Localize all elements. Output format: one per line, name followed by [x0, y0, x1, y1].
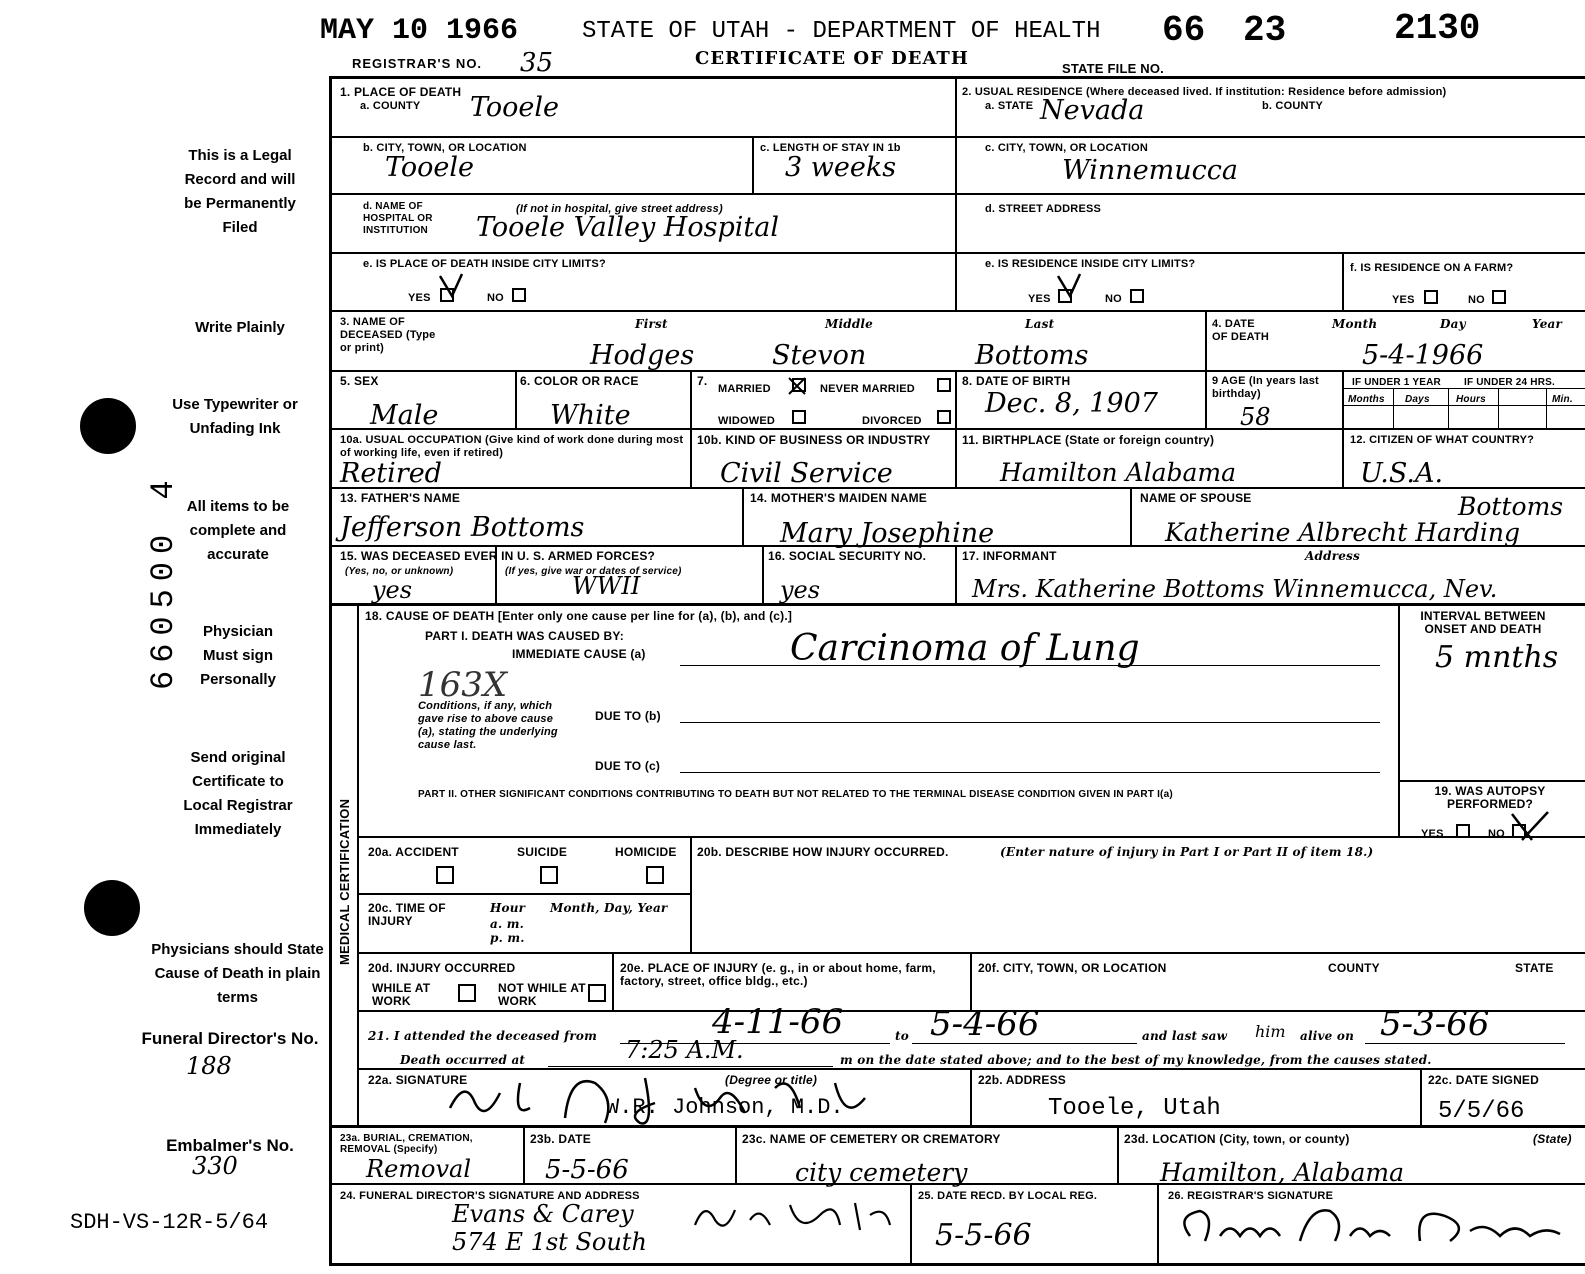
rule: [332, 252, 1585, 254]
label-1a: a. COUNTY: [360, 100, 421, 112]
embalmer-label: Embalmer's No.: [166, 1136, 294, 1155]
form-code: SDH-VS-12R-5/64: [70, 1210, 269, 1235]
rule: [680, 722, 1380, 723]
rule: [970, 952, 972, 1010]
rule: [332, 428, 1585, 430]
label-4: 4. DATE OF DEATH: [1212, 318, 1270, 343]
label-18: 18. CAUSE OF DEATH [Enter only one cause per line for (a), (b), and (c).]: [365, 609, 793, 623]
side-note-send: Send original Certificate to Local Registrar Immediately: [183, 749, 293, 838]
physician-name: W.R. Johnson, M.D.: [606, 1095, 844, 1120]
no-label: NO: [1488, 828, 1505, 840]
label-19: 19. WAS AUTOPSY PERFORMED?: [1434, 784, 1546, 811]
part-2-label: PART II. OTHER SIGNIFICANT CONDITIONS CONTRIBUTING TO DEATH BUT NOT RELATED TO THE TERMINAL DISEASE CONDITION GIVEN IN PART I(a): [418, 789, 1173, 800]
registrar-signature: [1170, 1196, 1570, 1256]
label-15a: (Yes, no, or unknown): [345, 566, 454, 577]
label-22c: 22c. DATE SIGNED: [1428, 1073, 1540, 1087]
medical-certification-label: MEDICAL CERTIFICATION: [337, 798, 352, 965]
hour-label: Hour: [490, 901, 526, 915]
rule: [1205, 310, 1207, 428]
label-2b: b. COUNTY: [1262, 100, 1324, 112]
rule: [1400, 780, 1585, 782]
date-of-birth: Dec. 8, 1907: [985, 388, 1158, 419]
certificate-title: CERTIFICATE OF DEATH: [695, 48, 969, 69]
label-2c: c. CITY, TOWN, OR LOCATION: [985, 142, 1149, 154]
header-number-1: 66: [1162, 10, 1206, 51]
label-10b: 10b. KIND OF BUSINESS OR INDUSTRY: [697, 433, 931, 447]
side-note-cause: Physicians should State Cause of Death in plain terms: [151, 941, 324, 1006]
funeral-director-no: 188: [186, 1052, 232, 1080]
rule: [332, 136, 1585, 138]
rule: [1498, 388, 1499, 428]
conditions-note: Conditions, if any, which gave rise to above cause (a), stating the underlying cause last.: [418, 700, 558, 751]
rule: [1448, 388, 1449, 428]
yes-label: YES: [1421, 828, 1444, 840]
disposition-date: 5-5-66: [545, 1155, 629, 1185]
label-15b: (If yes, give war or dates of service): [505, 566, 682, 577]
accident-checkbox[interactable]: [436, 866, 454, 884]
interval-label: INTERVAL BETWEEN ONSET AND DEATH: [1420, 609, 1546, 636]
rule: [955, 79, 957, 310]
immediate-cause-label: IMMEDIATE CAUSE (a): [512, 647, 646, 661]
rule: [735, 1128, 737, 1183]
pm-label: p. m.: [490, 931, 525, 945]
label-14: 14. MOTHER'S MAIDEN NAME: [750, 491, 928, 505]
state-paren-label: (State): [1533, 1132, 1572, 1146]
rule: [955, 370, 957, 487]
last-saw-label: and last saw: [1142, 1029, 1228, 1043]
to-label: to: [895, 1029, 909, 1043]
header-number-2: 23: [1243, 10, 1287, 51]
farm-yes-checkbox[interactable]: [1424, 290, 1438, 304]
industry: Civil Service: [720, 458, 893, 489]
father-name: Jefferson Bottoms: [340, 512, 585, 543]
label-9: 9 AGE (In years last birthday): [1212, 375, 1319, 400]
divorced-checkbox[interactable]: [937, 410, 951, 424]
yes-label: YES: [1028, 293, 1051, 305]
label-20b: 20b. DESCRIBE HOW INJURY OCCURRED.: [697, 845, 949, 859]
label-1c: c. LENGTH OF STAY IN 1b: [760, 142, 901, 154]
funeral-home: Evans & Carey: [452, 1200, 634, 1228]
hospital-name: Tooele Valley Hospital: [476, 212, 779, 243]
side-note-ink: Use Typewriter or Unfading Ink: [172, 396, 298, 437]
occupation: Retired: [340, 458, 442, 489]
widowed-label: WIDOWED: [718, 415, 776, 427]
label-8: 8. DATE OF BIRTH: [962, 374, 1071, 388]
am-label: a. m.: [490, 917, 525, 931]
label-year: Year: [1532, 317, 1563, 331]
not-while-at-work-checkbox[interactable]: [588, 984, 606, 1002]
rule: [1342, 370, 1344, 428]
no-label: NO: [1468, 294, 1485, 306]
label-16: 16. SOCIAL SECURITY NO.: [768, 549, 927, 563]
check-mark-icon: [1508, 808, 1552, 844]
rule: [515, 370, 517, 428]
rule: [1130, 487, 1132, 545]
embalmer-no: 330: [192, 1152, 238, 1180]
label-20b-note: (Enter nature of injury in Part I or Part II of item 18.): [1000, 845, 1374, 859]
label-7: 7.: [697, 374, 708, 388]
rule: [742, 487, 744, 545]
rule: [1393, 388, 1394, 428]
label-1d-note: (If not in hospital, give street address): [516, 203, 723, 215]
due-to-c-label: DUE TO (c): [595, 759, 661, 773]
disease-code: 163X: [418, 665, 508, 705]
stamp-date: MAY 10 1966: [320, 14, 519, 48]
war-service: WWII: [572, 572, 641, 600]
side-note-complete: All items to be complete and accurate: [186, 498, 290, 563]
side-note-physician: Physician Must sign Personally: [200, 623, 276, 688]
burial-location: Hamilton, Alabama: [1160, 1158, 1404, 1187]
rule: [1117, 1128, 1119, 1183]
date-signed: 5/5/66: [1438, 1098, 1525, 1125]
punch-hole-top: [80, 398, 136, 454]
widowed-checkbox[interactable]: [792, 410, 806, 424]
disposition: Removal: [366, 1155, 472, 1183]
married-label: MARRIED: [718, 383, 771, 395]
suicide-checkbox[interactable]: [540, 866, 558, 884]
label-24: 24. FUNERAL DIRECTOR'S SIGNATURE AND ADDRESS: [340, 1190, 640, 1202]
first-name: Hodges: [590, 340, 695, 371]
label-5: 5. SEX: [340, 374, 379, 388]
physician-address: Tooele, Utah: [1048, 1095, 1221, 1122]
label-1d: d. NAME OF HOSPITAL OR INSTITUTION: [363, 201, 433, 236]
attended-to: 5-4-66: [930, 1004, 1040, 1044]
age: 58: [1240, 403, 1271, 431]
state-file-label: STATE FILE NO.: [1062, 61, 1164, 76]
vertical-record-number: 660500 4: [145, 472, 182, 690]
rule: [357, 603, 359, 1125]
last-name: Bottoms: [975, 340, 1089, 371]
county-label: COUNTY: [1328, 961, 1380, 975]
label-address: Address: [1305, 549, 1360, 563]
label-22b: 22b. ADDRESS: [978, 1073, 1066, 1087]
rule: [1342, 252, 1344, 310]
suicide-label: SUICIDE: [517, 845, 568, 859]
under-24-hrs-label: IF UNDER 24 HRS.: [1464, 377, 1555, 388]
rule: [690, 836, 692, 952]
residence-state: Nevada: [1040, 95, 1145, 126]
label-1: 1. PLACE OF DEATH: [340, 85, 462, 99]
registrar-no-label: REGISTRAR'S NO.: [352, 56, 483, 71]
rule: [1342, 428, 1344, 487]
place-in-city-no-checkbox[interactable]: [512, 288, 526, 302]
farm-no-checkbox[interactable]: [1492, 290, 1506, 304]
label-22a: 22a. SIGNATURE: [368, 1073, 468, 1087]
label-2e: e. IS RESIDENCE INSIDE CITY LIMITS?: [985, 258, 1196, 270]
side-note-plain: Write Plainly: [195, 319, 285, 336]
label-20d: 20d. INJURY OCCURRED: [368, 961, 516, 975]
side-note-legal: This is a Legal Record and will be Permanently Filed: [184, 147, 296, 236]
label-25: 25. DATE RECD. BY LOCAL REG.: [918, 1190, 1098, 1202]
no-label: NO: [487, 292, 504, 304]
rule: [680, 772, 1380, 773]
stated-label: m on the date stated above; and to the best of my knowledge, from the causes stated.: [840, 1053, 1432, 1067]
rule: [970, 1068, 972, 1125]
date-received: 5-5-66: [935, 1218, 1032, 1253]
social-security: yes: [780, 576, 821, 604]
label-spouse: NAME OF SPOUSE: [1140, 491, 1252, 505]
check-mark-icon: [436, 272, 466, 302]
middle-name: Stevon: [772, 340, 867, 371]
alive-on-label: alive on: [1300, 1029, 1355, 1043]
punch-hole-bottom: [84, 880, 140, 936]
mother-name: Mary Josephine: [780, 518, 995, 549]
label-15: 15. WAS DECEASED EVER IN U. S. ARMED FORCES?: [340, 549, 656, 563]
place-city: Tooele: [385, 152, 475, 183]
homicide-label: HOMICIDE: [615, 845, 677, 859]
not-while-at-work-label: NOT WHILE AT WORK: [498, 981, 586, 1008]
him-mark: him: [1255, 1022, 1286, 1041]
header-number-3: 2130: [1394, 8, 1481, 49]
residence-city: Winnemucca: [1062, 155, 1239, 186]
label-month: Month: [1332, 317, 1378, 331]
registrar-no-value: 35: [520, 48, 554, 78]
label-10a: 10a. USUAL OCCUPATION (Give kind of work done during most of working life, even if retired): [340, 434, 684, 459]
rule: [910, 1183, 912, 1266]
no-label: NO: [1105, 293, 1122, 305]
rule: [523, 1128, 525, 1183]
spouse-name-line-2: Katherine Albrecht Harding: [1165, 518, 1520, 547]
rule: [1398, 603, 1400, 836]
immediate-cause: Carcinoma of Lung: [790, 628, 1140, 669]
label-first: First: [635, 317, 668, 331]
attended-from: 4-11-66: [712, 1002, 844, 1042]
label-11: 11. BIRTHPLACE (State or foreign country): [962, 433, 1215, 447]
never-married-checkbox[interactable]: [937, 378, 951, 392]
mdy-label: Month, Day, Year: [550, 901, 668, 915]
spouse-name-line-1: Bottoms: [1458, 492, 1564, 521]
length-of-stay: 3 weeks: [785, 152, 897, 183]
label-2d: d. STREET ADDRESS: [985, 203, 1102, 215]
label-21: 21. I attended the deceased from: [368, 1029, 598, 1043]
label-17: 17. INFORMANT: [962, 549, 1057, 563]
label-2: 2. USUAL RESIDENCE (Where deceased lived. If institution: Residence before admission): [962, 86, 1447, 98]
rule: [332, 193, 1585, 195]
yes-label: YES: [408, 292, 431, 304]
place-county: Tooele: [470, 92, 560, 123]
label-2a: a. STATE: [985, 100, 1034, 112]
race: White: [550, 400, 631, 431]
label-3: 3. NAME OF DECEASED (Type or print): [340, 316, 436, 354]
funeral-director-signature: [690, 1195, 900, 1240]
yes-label: YES: [1392, 294, 1415, 306]
funeral-home-address: 574 E 1st South: [452, 1228, 647, 1256]
label-middle: Middle: [825, 317, 874, 331]
check-mark-icon: [786, 375, 808, 397]
label-23b: 23b. DATE: [530, 1132, 591, 1146]
part-1-label: PART I. DEATH WAS CAUSED BY:: [425, 629, 624, 643]
label-20e: 20e. PLACE OF INJURY (e. g., in or about home, farm, factory, street, office bldg., etc.): [620, 961, 936, 988]
autopsy-yes-checkbox[interactable]: [1456, 824, 1470, 838]
interval-value: 5 mnths: [1435, 640, 1559, 675]
label-last: Last: [1025, 317, 1055, 331]
under-1-year-label: IF UNDER 1 YEAR: [1352, 377, 1441, 388]
while-at-work-checkbox[interactable]: [458, 984, 476, 1002]
rule: [752, 136, 754, 193]
rule: [690, 370, 692, 487]
label-23a: 23a. BURIAL, CREMATION, REMOVAL (Specify): [340, 1133, 473, 1155]
homicide-checkbox[interactable]: [646, 866, 664, 884]
rule: [548, 1066, 833, 1067]
label-day: Day: [1440, 317, 1466, 331]
months-label: Months: [1348, 394, 1385, 405]
agency-title: STATE OF UTAH - DEPARTMENT OF HEALTH: [582, 18, 1101, 45]
degree-label: (Degree or title): [725, 1073, 818, 1087]
days-label: Days: [1405, 394, 1430, 405]
last-seen-date: 5-3-66: [1380, 1004, 1490, 1044]
label-1e: e. IS PLACE OF DEATH INSIDE CITY LIMITS?: [363, 258, 606, 270]
res-in-city-no-checkbox[interactable]: [1130, 289, 1144, 303]
label-6: 6. COLOR OR RACE: [520, 374, 639, 388]
label-20a: 20a. ACCIDENT: [368, 845, 459, 859]
rule: [358, 836, 1585, 838]
min-label: Min.: [1552, 394, 1573, 405]
rule: [1420, 1068, 1422, 1125]
label-26: 26. REGISTRAR'S SIGNATURE: [1168, 1190, 1334, 1202]
rule: [332, 310, 1585, 312]
rule: [955, 545, 957, 603]
label-13: 13. FATHER'S NAME: [340, 491, 461, 505]
label-20f: 20f. CITY, TOWN, OR LOCATION: [978, 961, 1167, 975]
divorced-label: DIVORCED: [862, 415, 922, 427]
death-occurred-label: Death occurred at: [400, 1053, 526, 1067]
while-at-work-label: WHILE AT WORK: [372, 981, 431, 1008]
rule: [612, 952, 614, 1010]
cemetery: city cemetery: [795, 1158, 968, 1187]
birthplace: Hamilton Alabama: [1000, 458, 1237, 487]
time-of-death: 7:25 A.M.: [625, 1036, 744, 1064]
funeral-director-label: Funeral Director's No.: [141, 1029, 319, 1048]
informant: Mrs. Katherine Bottoms Winnemucca, Nev.: [972, 575, 1498, 603]
armed-forces: yes: [372, 576, 413, 604]
label-2f: f. IS RESIDENCE ON A FARM?: [1350, 262, 1514, 274]
due-to-b-label: DUE TO (b): [595, 709, 661, 723]
rule: [762, 545, 764, 603]
rule: [1157, 1183, 1159, 1266]
label-20c: 20c. TIME OF INJURY: [368, 901, 446, 928]
hours-label: Hours: [1456, 394, 1486, 405]
state-label: STATE: [1515, 961, 1554, 975]
rule: [1546, 388, 1547, 428]
label-12: 12. CITIZEN OF WHAT COUNTRY?: [1350, 434, 1535, 446]
label-23c: 23c. NAME OF CEMETERY OR CREMATORY: [742, 1132, 1001, 1146]
citizenship: U.S.A.: [1360, 458, 1444, 489]
sex: Male: [370, 400, 439, 431]
label-23d: 23d. LOCATION (City, town, or county): [1124, 1132, 1350, 1146]
date-of-death: 5-4-1966: [1362, 340, 1484, 371]
never-married-label: NEVER MARRIED: [820, 383, 915, 395]
rule: [358, 893, 690, 895]
label-1b: b. CITY, TOWN, OR LOCATION: [363, 142, 527, 154]
check-mark-icon: [1054, 272, 1084, 302]
